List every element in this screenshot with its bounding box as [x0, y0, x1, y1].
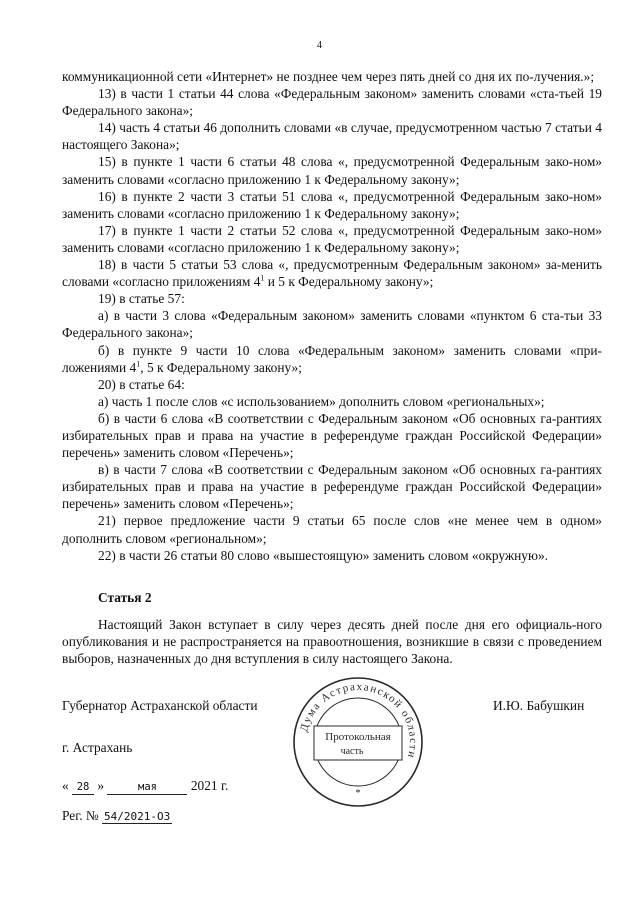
- paragraph-text: а) в части 3 слова «Федеральным законом» заменить словами «пунктом 6 ста-тьи 33 Федерального закона»;: [62, 308, 602, 341]
- superscript: 1: [260, 273, 265, 283]
- paragraph-text: 22) в части 26 статьи 80 слово «вышестоящую» заменить словом «окружную».: [98, 547, 549, 563]
- amendment-paragraph: [62, 342, 602, 376]
- official-seal: [292, 676, 424, 808]
- date-quote-close: »: [97, 778, 105, 793]
- reg-label: Рег. №: [62, 808, 99, 823]
- amendment-paragraph: [62, 512, 602, 546]
- amendment-paragraph: [62, 290, 602, 307]
- paragraph-text: 18) в части 5 статьи 53 слова «, предусмотренным Федеральным законом» за-менить словами «согласно приложениям 4: [62, 257, 602, 290]
- paragraph-text: 15) в пункте 1 части 6 статьи 48 слова «, предусмотренной Федеральным зако-ном» заменить словами «согласно приложению 1 к Федеральному закону»;: [62, 154, 602, 187]
- amendment-paragraph: [62, 85, 602, 119]
- date-month: мая: [107, 781, 187, 795]
- paragraph-text: коммуникационной сети «Интернет» не позднее чем через пять дней со дня их по-лучения.»;: [62, 69, 595, 84]
- amendment-paragraph: [62, 376, 602, 393]
- reg-number: 54/2021-ОЗ: [104, 810, 171, 823]
- amendment-paragraph: [62, 188, 602, 222]
- article-title: Статья 2: [98, 590, 152, 605]
- paragraph-text-after: и 5 к Федеральному закону»;: [264, 274, 434, 290]
- signing-date: [62, 778, 228, 795]
- amendment-paragraph: [62, 393, 602, 410]
- paragraph-text: 13) в части 1 статьи 44 слова «Федеральным законом» заменить словами «ста-тьей 19 Федерального закона»;: [62, 86, 602, 119]
- amendment-paragraph: [62, 222, 602, 256]
- amendment-paragraph: [62, 256, 602, 290]
- paragraph-text: б) в пункте 9 части 10 слова «Федеральным законом» заменить словами «при-ложениями 4: [62, 342, 602, 375]
- amendment-paragraph: [62, 119, 602, 153]
- amendments-list: [62, 68, 602, 564]
- paragraph-text: в) в части 7 слова «В соответствии с Федеральным законом «Об основных га-рантиях избирательных прав и права на участие в референдуме граждан Российской Федерации» перечень» заменить словом «Перечень»;: [62, 462, 602, 512]
- amendment-paragraph: [62, 307, 602, 341]
- seal-inner-text-1: Протокольная: [325, 731, 391, 743]
- paragraph-text: 20) в статье 64:: [98, 376, 185, 392]
- amendment-paragraph: [62, 153, 602, 187]
- seal-star: *: [355, 788, 361, 799]
- amendment-paragraph: [62, 547, 602, 564]
- paragraph-text: 17) в пункте 1 части 2 статьи 52 слова «, предусмотренной Федеральным зако-ном» заменить словами «согласно приложению 1 к Федеральному закону»;: [62, 222, 602, 255]
- paragraph-text: 14) часть 4 статьи 46 дополнить словами «в случае, предусмотренном частью 7 статьи 4 настоящего Закона»;: [62, 120, 602, 153]
- signer-name: И.Ю. Бабушкин: [493, 698, 585, 713]
- paragraph-text: 19) в статье 57:: [98, 291, 185, 307]
- paragraph-text: 16) в пункте 2 части 3 статьи 51 слова «, предусмотренной Федеральным зако-ном» заменить словами «согласно приложению 1 к Федеральному закону»;: [62, 188, 602, 221]
- date-year: 2021 г.: [190, 778, 229, 793]
- signer-title: Губернатор Астраханской области: [62, 698, 258, 713]
- superscript: 1: [136, 359, 141, 369]
- article-text: [62, 616, 602, 667]
- paragraph-text: б) в части 6 слова «В соответствии с Федеральным законом «Об основных га-рантиях избирательных прав и права на участие в референдуме граждан Российской Федерации» перечень» заменить словом «Перечень»;: [62, 410, 602, 461]
- amendment-paragraph: [62, 68, 602, 85]
- date-quote-open: «: [62, 778, 69, 793]
- amendment-paragraph: [62, 461, 602, 512]
- seal-ring-text: Дума Астраханской области: [298, 680, 420, 761]
- registration: [62, 808, 172, 824]
- paragraph-text: а) часть 1 после слов «с использованием» дополнить словом «региональных»;: [98, 393, 545, 409]
- city: г. Астрахань: [62, 740, 133, 755]
- paragraph-text-after: , 5 к Федеральному закону»;: [140, 359, 302, 375]
- seal-inner-text-2: часть: [340, 746, 364, 757]
- date-day: 28: [72, 781, 94, 795]
- article-paragraph: Настоящий Закон вступает в силу через десять дней после дня его официаль-ного опубликования и не распространяется на правоотношения, возникшие в связи с проведением выборов, назначенных до дня вступления в силу настоящего Закона.: [62, 617, 602, 667]
- page-number: 4: [317, 40, 322, 51]
- paragraph-text: 21) первое предложение части 9 статьи 65 после слов «не менее чем в одном» дополнить словом «региональном»;: [62, 513, 602, 546]
- amendment-paragraph: [62, 410, 602, 461]
